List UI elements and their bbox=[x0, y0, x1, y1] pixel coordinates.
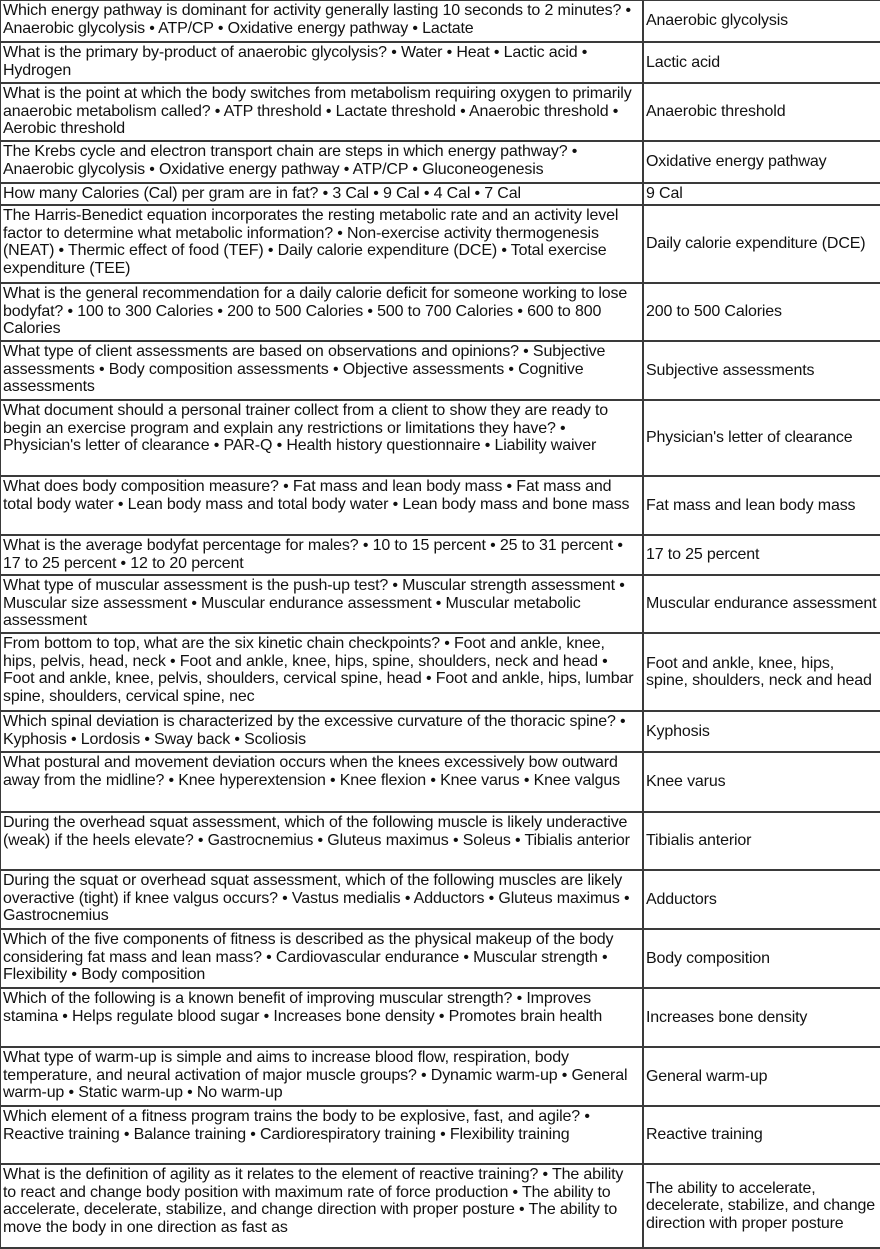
answer-cell: Foot and ankle, knee, hips, spine, shoulders, neck and head bbox=[643, 633, 880, 711]
question-cell: Which of the following is a known benefit of improving muscular strength? • Improves stamina • Helps regulate blood sugar • Increases bone density • Promotes brain health bbox=[0, 988, 643, 1047]
question-cell: From bottom to top, what are the six kinetic chain checkpoints? • Foot and ankle, knee, hips, pelvis, head, neck • Foot and ankle, knee, hips, spine, shoulders, neck and head • Foot and ankle, knee, pelvis, shoulders, cervical spine, head • Foot and ankle, hips, lumbar spine, shoulders, cervical spine, nec bbox=[0, 633, 643, 711]
table-row bbox=[0, 633, 880, 711]
answer-cell: Anaerobic glycolysis bbox=[643, 0, 880, 42]
question-cell: What is the definition of agility as it relates to the element of reactive training? • The ability to react and change body position with maximum rate of force production • The ability to accelerate, decelerate, stabilize, and change direction with proper posture • The ability to move the body in one direction as fast as bbox=[0, 1164, 643, 1248]
table-row bbox=[0, 283, 880, 341]
answer-cell: Reactive training bbox=[643, 1106, 880, 1164]
answer-cell: 17 to 25 percent bbox=[643, 535, 880, 575]
question-cell: What is the average bodyfat percentage for males? • 10 to 15 percent • 25 to 31 percent • 17 to 25 percent • 12 to 20 percent bbox=[0, 535, 643, 575]
answer-cell: 200 to 500 Calories bbox=[643, 283, 880, 341]
answer-cell: Subjective assessments bbox=[643, 341, 880, 400]
question-cell: Which element of a fitness program trains the body to be explosive, fast, and agile? • Reactive training • Balance training • Cardiorespiratory training • Flexibility training bbox=[0, 1106, 643, 1164]
question-cell: Which of the five components of fitness is described as the physical makeup of the body considering fat mass and lean mass? • Cardiovascular endurance • Muscular strength • Flexibility • Body composition bbox=[0, 929, 643, 988]
question-cell: What is the point at which the body switches from metabolism requiring oxygen to primarily anaerobic metabolism called? • ATP threshold • Lactate threshold • Anaerobic threshold • Aerobic threshold bbox=[0, 83, 643, 141]
table-row bbox=[0, 42, 880, 83]
answer-cell: Knee varus bbox=[643, 752, 880, 812]
answer-cell: Body composition bbox=[643, 929, 880, 988]
question-cell: What document should a personal trainer collect from a client to show they are ready to begin an exercise program and explain any restrictions or limitations they have? • Physician's letter of clearance • PAR-Q • Health history questionnaire • Liability waiver bbox=[0, 400, 643, 476]
table-row bbox=[0, 205, 880, 283]
question-cell: How many Calories (Cal) per gram are in fat? • 3 Cal • 9 Cal • 4 Cal • 7 Cal bbox=[0, 183, 643, 205]
answer-cell: The ability to accelerate, decelerate, stabilize, and change direction with proper posture bbox=[643, 1164, 880, 1248]
table-row bbox=[0, 1164, 880, 1248]
question-cell: Which energy pathway is dominant for activity generally lasting 10 seconds to 2 minutes? • Anaerobic glycolysis • ATP/CP • Oxidative energy pathway • Lactate bbox=[0, 0, 643, 42]
table-row bbox=[0, 183, 880, 205]
answer-cell: Anaerobic threshold bbox=[643, 83, 880, 141]
question-cell: What type of warm-up is simple and aims to increase blood flow, respiration, body temperature, and neural activation of major muscle groups? • Dynamic warm-up • General warm-up • Static warm-up • No warm-up bbox=[0, 1047, 643, 1106]
table-row bbox=[0, 476, 880, 535]
answer-cell: Physician's letter of clearance bbox=[643, 400, 880, 476]
question-cell: What is the general recommendation for a daily calorie deficit for someone working to lose bodyfat? • 100 to 300 Calories • 200 to 500 Calories • 500 to 700 Calories • 600 to 800 Calories bbox=[0, 283, 643, 341]
answer-cell: Daily calorie expenditure (DCE) bbox=[643, 205, 880, 283]
question-cell: Which spinal deviation is characterized by the excessive curvature of the thoracic spine? • Kyphosis • Lordosis • Sway back • Scoliosis bbox=[0, 711, 643, 752]
table-row bbox=[0, 83, 880, 141]
answer-cell: Kyphosis bbox=[643, 711, 880, 752]
answer-cell: Oxidative energy pathway bbox=[643, 141, 880, 183]
table-row bbox=[0, 0, 880, 42]
question-cell: What type of client assessments are based on observations and opinions? • Subjective assessments • Body composition assessments • Objective assessments • Cognitive assessments bbox=[0, 341, 643, 400]
answer-cell: 9 Cal bbox=[643, 183, 880, 205]
table-row bbox=[0, 400, 880, 476]
question-cell: What type of muscular assessment is the push-up test? • Muscular strength assessment • Muscular size assessment • Muscular endurance assessment • Muscular metabolic assessment bbox=[0, 575, 643, 633]
answer-cell: Tibialis anterior bbox=[643, 812, 880, 870]
answer-cell: Lactic acid bbox=[643, 42, 880, 83]
question-cell: The Krebs cycle and electron transport chain are steps in which energy pathway? • Anaerobic glycolysis • Oxidative energy pathway • ATP/CP • Gluconeogenesis bbox=[0, 141, 643, 183]
answer-cell: Muscular endurance assessment bbox=[643, 575, 880, 633]
question-cell: The Harris-Benedict equation incorporates the resting metabolic rate and an activity level factor to determine what metabolic information? • Non-exercise activity thermogenesis (NEAT) • Thermic effect of food (TEF) • Daily calorie expenditure (DCE) • Total exercise expenditure (TEE) bbox=[0, 205, 643, 283]
question-cell: What is the primary by-product of anaerobic glycolysis? • Water • Heat • Lactic acid • Hydrogen bbox=[0, 42, 643, 83]
table-row bbox=[0, 711, 880, 752]
question-cell: What postural and movement deviation occurs when the knees excessively bow outward away from the midline? • Knee hyperextension • Knee flexion • Knee varus • Knee valgus bbox=[0, 752, 643, 812]
question-cell: During the squat or overhead squat assessment, which of the following muscles are likely overactive (tight) if knee valgus occurs? • Vastus medialis • Adductors • Gluteus maximus • Gastrocnemius bbox=[0, 870, 643, 929]
table-row bbox=[0, 1106, 880, 1164]
table-row bbox=[0, 341, 880, 400]
question-cell: During the overhead squat assessment, which of the following muscle is likely underactive (weak) if the heels elevate? • Gastrocnemius • Gluteus maximus • Soleus • Tibialis anterior bbox=[0, 812, 643, 870]
table-row bbox=[0, 141, 880, 183]
table-row bbox=[0, 575, 880, 633]
answer-cell: Increases bone density bbox=[643, 988, 880, 1047]
table-row bbox=[0, 1047, 880, 1106]
answer-cell: General warm-up bbox=[643, 1047, 880, 1106]
question-cell: What does body composition measure? • Fat mass and lean body mass • Fat mass and total body water • Lean body mass and total body water • Lean body mass and bone mass bbox=[0, 476, 643, 535]
table-row bbox=[0, 752, 880, 812]
table-row bbox=[0, 535, 880, 575]
table-row bbox=[0, 988, 880, 1047]
table-row bbox=[0, 929, 880, 988]
answer-cell: Fat mass and lean body mass bbox=[643, 476, 880, 535]
answer-cell: Adductors bbox=[643, 870, 880, 929]
table-row bbox=[0, 812, 880, 870]
table-row bbox=[0, 870, 880, 929]
